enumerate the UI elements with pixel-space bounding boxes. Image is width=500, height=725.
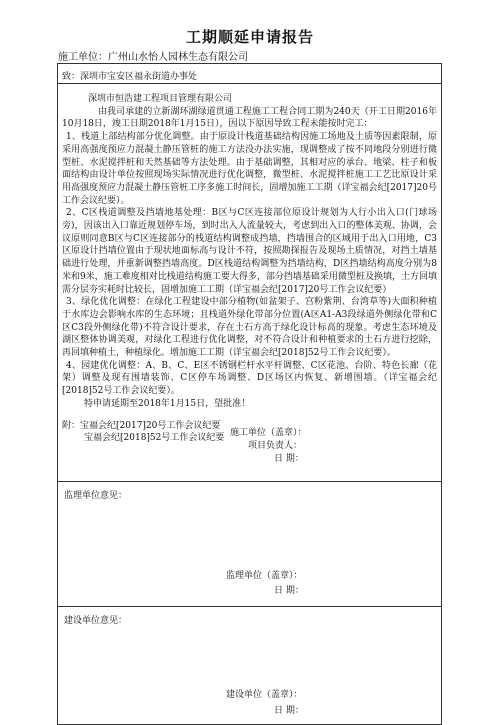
item-1-paragraph: 1、栈道上部结构部分优化调整。由于原设计栈道基础结构因施工场地及土质等因素限制，原采用高强度预应力混凝土静压管桩的施工方法没办法实施，现调整成了按不同地段分别进行微型桩、水泥搅拌桩和天然基础等方法处理。由于基础调整，其相对应的承台、地梁、柱子和板面结构由设计单位按照现场实际情况进行优化调整，微型桩、水泥搅拌桩施工工艺比原设计采用高强度预应力混凝土静压管桩工序多施工时间长，固增加施工工期（详宝福会纪[2017]20号工作会议纪要）。	[62, 132, 437, 206]
report-table	[57, 63, 442, 725]
item-4-paragraph: 4、园建优化调整：A、B、C、E区不锈钢栏杆水平杆调整、C区花池、台阶、特色长廊（花架）调整及现有围墙装饰、C区停车场调整、D区场区内恢复、新增围墙。（详宝福会纪[2018]52号工作会议纪要）。	[62, 360, 437, 397]
supervision-opinion-label: 监理单位意见：	[64, 491, 128, 501]
attachments-label: 附：	[62, 420, 81, 431]
client-date-label: 日 期：	[274, 706, 304, 716]
page-title: 工期顺延申请报告	[185, 28, 314, 46]
client-opinion-cell	[58, 607, 442, 725]
construction-date-label: 日 期：	[274, 454, 304, 464]
project-manager-label: 项目负责人：	[248, 441, 303, 451]
construction-unit-seal-label: 施工单位（盖章）：	[230, 428, 307, 438]
item-3-paragraph: 3、绿化优化调整：在绿化工程建设中部分植物(如盆架子、宫粉紫荆、台湾草等)大面积种植于水库边会影响水库的生态环境；且栈道外绿化带部分位置(A区A1-A3段绿道外侧绿化带和C区C3段外侧绿化带)不符合设计要求，存在土石方高于绿化设计标高的现象。考虑生态环境及湖区整体协调美观，对绿化工程进行优化调整，对不符合设计和种植要求的土石方进行挖除，再回填种植土，种植绿化。增加施工工期（详宝福会纪[2018]52号工作会议纪要）。	[62, 297, 437, 359]
supervision-opinion-cell	[58, 482, 442, 607]
supervision-date-label: 日 期：	[274, 586, 304, 596]
recipient-line: 致：深圳市宝安区福永街道办事处	[62, 72, 198, 82]
request-paragraph: 特申请延期至2018年1月15日，望批准！	[84, 398, 251, 409]
addressee: 深圳市恒浩建工程项目管理有限公司	[88, 94, 233, 104]
item-2-paragraph: 2、C区栈道调整及挡墙地基处理：B区与C区连接部位原设计规划为人行小出入口(门球场旁)，因该出入口靠近规划停车场，到时出入人流量较大，考虑到出入口的整体美观、协调，会议原则同意B区与C区连接部分的栈道结构调整成挡墙，挡墙围合的区域用于出入口用地，C3区原设计挡墙位置由于现状地面标高与设计不符，按照勘探报告及现场土质情况，对挡土墙基础进行处理，并重新调整挡墙高度。D区栈道结构调整为挡墙结构，D区挡墙结构高度分别为8米和9米，施工难度相对比栈道结构施工要大得多，部分挡墙基础采用微型桩及换填，土方回填需分层夯实耗时比较长，固增加施工工期（详宝福会纪[2017]20号工作会议纪要）	[62, 208, 437, 295]
supervision-unit-seal-label: 监理单位（盖章）：	[226, 571, 303, 581]
client-opinion-label: 建设单位意见：	[64, 616, 128, 626]
recipient-cell	[58, 64, 442, 84]
construction-unit-label: 施工单位：广州山水怡人园林生态有限公司	[58, 52, 248, 63]
client-unit-seal-label: 建设单位（盖章）：	[226, 690, 303, 700]
report-body-cell	[58, 84, 442, 482]
attachment-item: 宝福会纪[2017]20号工作会议纪要	[80, 420, 221, 431]
intro-paragraph: 由我司承建的立新湖环湖绿道贯通工程施工工程合同工期为240天（开工日期2016年10月18日，竣工日期2018年1月15日），因以下原因导致工程未能按时完工：	[62, 106, 437, 130]
attachment-item: 宝福会纪[2018]52号工作会议纪要	[84, 433, 225, 444]
